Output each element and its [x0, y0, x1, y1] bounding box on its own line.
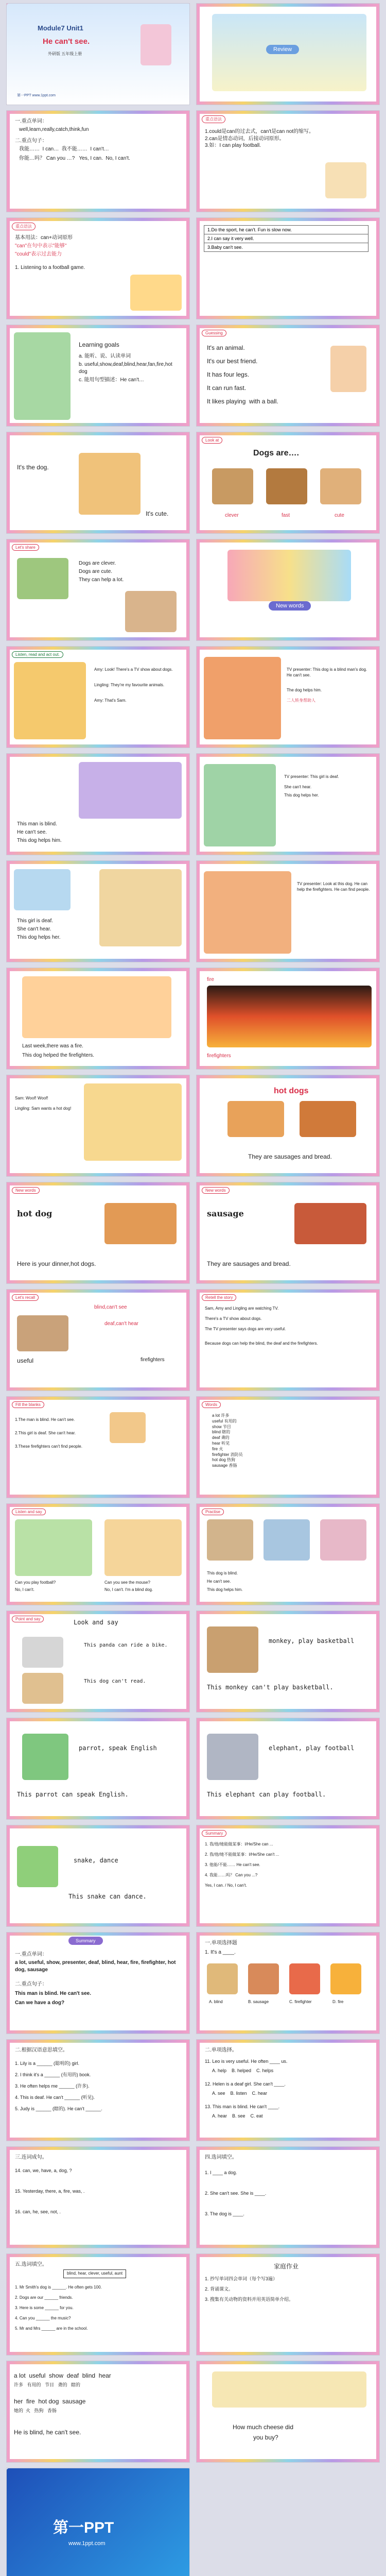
slide-5[interactable] [6, 217, 190, 319]
sentence-2: She can't hear. [284, 785, 312, 789]
slide-41[interactable] [6, 2146, 190, 2248]
slide-23[interactable] [6, 1182, 190, 1284]
options-11[interactable]: A. help B. helped C. helps [212, 2068, 274, 2073]
sentence: This monkey can't play basketball. [207, 1684, 334, 1691]
slide-31[interactable] [6, 1611, 190, 1713]
sausage-image [227, 1101, 284, 1137]
girl-image [14, 869, 71, 910]
slide-tag: 重点语法 [12, 223, 36, 230]
slide-36[interactable] [196, 1825, 380, 1927]
dialogue-1: Amy: Look! There's a TV show about dogs. [94, 667, 173, 672]
question-15: 15. Yesterday, there, a, fire, was, . [15, 2189, 85, 2194]
slide-19[interactable] [6, 968, 190, 1070]
kids-image [325, 162, 366, 198]
presenter-line: TV presenter: This dog is a blind man's dog. He can't see. [287, 667, 369, 677]
slide-border [197, 1290, 379, 1391]
options-12[interactable]: A. see B. listen C. hear [212, 2091, 268, 2096]
practise-1: This dog is blind. [207, 1571, 238, 1575]
question-3: 3. The dog is ____. [205, 2211, 244, 2216]
question-line-1: How much cheese did [233, 2424, 294, 2431]
prompt: elephant, play football [269, 1744, 355, 1752]
usage-note-2: "could"表示过去能力 [15, 251, 62, 257]
option-image-d [330, 1963, 361, 1994]
football-image [15, 1519, 92, 1576]
new-words-badge: New words [269, 601, 311, 611]
word-cute: cute [335, 513, 344, 518]
key-sentence-2: Can we have a dog? [15, 2000, 65, 2006]
retell-4: Because dogs can help the blind, the deaf and the firefighters. [205, 1341, 318, 1346]
slide-tag: Let's recall [12, 1294, 39, 1301]
presenter-line: TV presenter: This girl is deaf. [284, 774, 339, 779]
firefighters-image [204, 871, 291, 954]
practise-image-2 [264, 1519, 310, 1561]
dogs-heading: Dogs are…. [253, 449, 299, 457]
slide-44[interactable] [196, 2253, 380, 2355]
slide-24[interactable] [196, 1182, 380, 1284]
question-5: 5. Mr and Mrs ______ are in the school. [15, 2326, 88, 2331]
dog-image [79, 453, 141, 515]
question-1: 1. Mr Smith's dog is ______. He often gets 100. [15, 2285, 102, 2290]
slide-4[interactable] [196, 110, 380, 212]
clue-1: It's an animal. [207, 344, 245, 351]
exercise-heading: 二.单项选择。 [205, 2047, 237, 2053]
kite-image [141, 24, 171, 65]
dialogue-2: Lingling: They're my favourite animals. [94, 683, 165, 687]
option-b[interactable]: B. sausage [248, 1999, 269, 2004]
example-sentence: They are sausages and bread. [207, 1260, 291, 1267]
question-14: 14. can, we, have, a, dog, ? [15, 2168, 72, 2173]
retell-3: The TV presenter says dogs are very useful. [205, 1327, 286, 1331]
dog-helper-image [99, 869, 182, 946]
question-3: 3. He often helps me ______ (许多). [15, 2083, 90, 2089]
monkey-image [207, 1626, 258, 1673]
slide-37[interactable] [6, 1932, 190, 2034]
rainbow-image [227, 550, 351, 601]
say-3: Can you see the mouse? [104, 1580, 150, 1585]
slide-40[interactable] [196, 2039, 380, 2141]
clue-4: It can run fast. [207, 384, 247, 392]
slide-13[interactable] [6, 646, 190, 748]
practise-image-1 [207, 1519, 253, 1561]
slide-46[interactable] [196, 2361, 380, 2463]
vocab-list: well,learn,really,catch,think,fun [19, 127, 89, 132]
slide-tag: Retell the story [202, 1294, 236, 1301]
question-11: 11. Leo is very useful. He often ____ us. [205, 2059, 288, 2064]
dog-sentence: This dog can't read. [84, 1679, 146, 1684]
fill-1: 1.The man is blind. He can't see. [15, 1417, 75, 1422]
share-1: Dogs are clever. [79, 561, 116, 566]
look-and-say: Look and say [74, 1619, 118, 1626]
slide-27[interactable] [6, 1396, 190, 1498]
slide-45[interactable] [6, 2361, 190, 2463]
say-2: No, I can't. [15, 1587, 34, 1592]
key-sentence-1: This man is blind. He can't see. [15, 1991, 91, 1996]
blind-man-image [204, 657, 281, 739]
sausage-image [294, 1203, 366, 1244]
slide-8[interactable] [196, 325, 380, 427]
sentence-1: This man is blind. [17, 821, 57, 827]
hot-dog-sentence: They are sausages and bread. [248, 1153, 332, 1160]
say-4: No, I can't. I'm a blind dog. [104, 1587, 153, 1592]
homework-heading: 家庭作业 [274, 2263, 299, 2270]
sentence-2: He can't see. [17, 829, 47, 835]
option-image-b [248, 1963, 279, 1994]
sentence-1: 我能…… I can… 我不能…… I can't… [19, 146, 109, 152]
goal-b: b. useful,show,deaf,blind,hear,fan,fire,hot dog [79, 362, 174, 375]
sentence-heading: 二.重点句子： [15, 1981, 47, 1987]
option-c[interactable]: C. firefighter [289, 1999, 312, 2004]
sentence-2: This dog helped the firefighters. [22, 1053, 95, 1058]
tree-image [14, 332, 71, 420]
exercise-heading: 四.选词填空。 [205, 2155, 237, 2160]
dog-image [17, 1315, 68, 1351]
summary-5: Yes, I can. / No, I can't. [205, 1883, 247, 1888]
sentence-2: 你能…吗？ Can you …? Yes, I can. No, I can't. [19, 156, 130, 161]
slide-tag: Practise [202, 1509, 224, 1515]
panda-sentence: This panda can ride a bike. [84, 1642, 168, 1648]
cheese-image [212, 2371, 366, 2408]
brand-badge: 第一PPT www.1ppt.com [17, 94, 56, 97]
slide-42[interactable] [196, 2146, 380, 2248]
slide-2[interactable] [196, 3, 380, 105]
exercise-heading: 三.连词成句。 [15, 2155, 47, 2160]
usage-line: 基本用法：can+动词原形 [15, 235, 73, 241]
recall-firefighters: firefighters [141, 1357, 165, 1363]
slide-tag: Guessing [202, 330, 226, 336]
sentence: This elephant can play football. [207, 1791, 326, 1798]
goals-heading: Learning goals [79, 341, 119, 348]
slide-border [7, 2040, 189, 2141]
brand-logo: 第一PPT [53, 2519, 114, 2536]
mouse-image [104, 1519, 182, 1576]
option-d[interactable]: D. fire [332, 1999, 344, 2004]
clue-2: It's our best friend. [207, 358, 258, 365]
practise-image-3 [320, 1519, 366, 1561]
slide-border [7, 2147, 189, 2248]
girl-image [330, 346, 366, 392]
review-badge: Review [266, 45, 299, 54]
slide-9[interactable] [6, 432, 190, 534]
goal-c: c. 能用句型描述：He can't… [79, 377, 144, 383]
sentence: This snake can dance. [68, 1893, 147, 1900]
retell-2: There's a TV show about dogs. [205, 1316, 262, 1321]
help-line: The dog helps him. [287, 688, 322, 692]
sun-image [130, 275, 182, 311]
question-line-2: you buy? [253, 2434, 278, 2441]
prompt: snake, dance [74, 1857, 118, 1864]
slide-30[interactable] [196, 1503, 380, 1605]
word-sausage: sausage [207, 1209, 244, 1218]
question-2: 2. I think it's a ______ (有用的) book. [15, 2072, 91, 2077]
table-row-2: 2.I can say it very well. [204, 234, 369, 243]
words-row-1: a lot useful show deaf blind hear [14, 2372, 111, 2379]
slide-10[interactable] [196, 432, 380, 534]
question-16: 16. can, he, see, not, . [15, 2209, 61, 2214]
question-5: 5. Judy is ______ (瞎的). He can't ______. [15, 2106, 102, 2111]
summary-2: 2. 我/他/她不能做某事：I/He/She can't ... [205, 1852, 279, 1857]
homework-1: 1. 抄写单词四会单词（每个写3遍） [205, 2276, 278, 2281]
slide-38[interactable] [196, 1932, 380, 2034]
slide-43[interactable] [6, 2253, 190, 2355]
slide-15[interactable] [6, 753, 190, 855]
slide-tag: Summary [202, 1830, 226, 1837]
usage-note-1: "can"在句中表示"能够" [15, 243, 67, 249]
slide-tag: New words [12, 1187, 40, 1194]
word-fire: fire [207, 977, 214, 982]
cute-line: It's cute. [146, 510, 169, 517]
answer-line: It's the dog. [17, 464, 49, 471]
note-line: 二人转身帮助人 [287, 698, 315, 703]
word-hot-dog: hot dog [17, 1209, 52, 1218]
meaning-row-1: 许多 有用的 节目 聋的 瞎的 [14, 2382, 81, 2387]
slide-border [197, 2147, 379, 2248]
example-sentence: Here is your dinner,hot dogs. [17, 1260, 96, 1267]
slide-22[interactable] [196, 1075, 380, 1177]
word-firefighters: firefighters [207, 1053, 231, 1059]
dog-photo-3 [320, 468, 361, 504]
clue-3: It has four legs. [207, 371, 250, 378]
summary-3: 3. 他能/不能…… He can't see. [205, 1862, 260, 1867]
word-list: a lot 许多 useful 有用的 show 节目 blind 瞎的 deaf 聋的 hear 听见 fire 火 firefighter 消防员 hot dog 热狗 sausage 香肠 [212, 1413, 243, 1468]
sentence-1: This girl is deaf. [17, 918, 54, 924]
dialogue-1: Sam: Woof! Woof! [15, 1096, 48, 1100]
fire-photo [207, 986, 372, 1047]
slide-12[interactable] [196, 539, 380, 641]
say-1: Can you play football? [15, 1580, 56, 1585]
snake-image [17, 1846, 58, 1887]
words-row-2: her fire hot dog sausage [14, 2398, 86, 2405]
slide-tag: 重点语法 [202, 115, 225, 123]
slide-28[interactable] [196, 1396, 380, 1498]
table-row-1: 1.Do the sport, he can't. Fun is slow now. [204, 226, 369, 234]
slide-25[interactable] [6, 1289, 190, 1391]
example-line: 1. Listening to a football game. [15, 265, 85, 270]
option-a[interactable]: A. blind [209, 1999, 223, 2004]
slide-26[interactable] [196, 1289, 380, 1391]
slide-33[interactable] [6, 1718, 190, 1820]
slide-18[interactable] [196, 860, 380, 962]
exercise-heading: 一.单项选择题 [205, 1940, 237, 1946]
slide-39[interactable] [6, 2039, 190, 2141]
question-13: 13. This man is blind. He can't ____. [205, 2104, 280, 2109]
options-13[interactable]: A. hear B. see C. eat [212, 2113, 263, 2119]
table-row-3: 3.Baby can't see. [204, 243, 369, 252]
module-label: Module7 Unit1 [38, 24, 83, 32]
question-3: 3. Here is some ______ for you. [15, 2306, 74, 2310]
hot-dog-image [104, 1203, 177, 1244]
vocab-heading: 一.重点单词： [15, 1952, 47, 1957]
exercise-heading: 二.根据汉语意思填空。 [15, 2047, 68, 2053]
summary-badge: Summary [68, 1937, 103, 1945]
sentence: This parrot can speak English. [17, 1791, 129, 1798]
fire-scene-image [22, 976, 171, 1038]
hot-dogs-title: hot dogs [274, 1087, 309, 1095]
slide-6[interactable] [196, 217, 380, 319]
exercise-heading: 五.选词填空。 [15, 2262, 47, 2267]
word-clever: clever [225, 513, 239, 518]
meaning-row-2: 她的 火 热狗 香肠 [14, 2408, 57, 2413]
summary-4: 4. 我能……吗？ Can you ...? [205, 1873, 258, 1877]
question-2: 2. Dogs are our ______ friends. [15, 2295, 73, 2300]
kids-table-image [84, 1083, 182, 1161]
slide-16[interactable] [196, 753, 380, 855]
elephant-image [207, 1734, 258, 1780]
slide-11[interactable] [6, 539, 190, 641]
sentence-3: This dog helps her. [284, 793, 319, 798]
sentence-2: She can't hear. [17, 926, 51, 932]
slide-tag: New words [202, 1187, 230, 1194]
slide-tag: Fill the blanks [12, 1401, 44, 1408]
recall-useful: useful [17, 1357, 34, 1364]
blind-man-scene [79, 762, 182, 819]
sentence-1: Last week,there was a fire. [22, 1043, 83, 1049]
practise-3: This dog helps him. [207, 1587, 243, 1592]
vocab-list: a lot, useful, show, presenter, deaf, blind, hear, fire, firefighter, hot dog, sausage [15, 1960, 178, 1973]
word-fast: fast [282, 513, 290, 518]
dog-photo-2 [125, 591, 177, 632]
question-4: 4. This is deaf. He can't ______ (听见). [15, 2095, 95, 2100]
prompt: parrot, speak English [79, 1744, 157, 1752]
tv-scene-image [14, 662, 86, 739]
deaf-girl-image [204, 764, 276, 846]
final-sentence: He is blind, he can't see. [14, 2429, 81, 2436]
slide-tag: Point and say [12, 1616, 44, 1622]
slide-tag: Words [202, 1401, 221, 1408]
slide-1[interactable] [6, 3, 190, 105]
publisher-label: 外研版 五年级上册 [48, 52, 82, 56]
lesson-title: He can't see. [43, 37, 90, 46]
practise-2: He can't see. [207, 1579, 231, 1584]
helper-image [110, 1412, 146, 1443]
homework-3: 3. 搜集有关动物的资料并用英语简单介绍。 [205, 2297, 294, 2302]
recall-blind: blind,can't see [94, 1304, 127, 1310]
goal-a: a. 能听、说、认读单词 [79, 353, 131, 359]
question-12: 12. Helen is a deaf girl. She can't ____. [205, 2081, 286, 2087]
dog-photo-1 [212, 468, 253, 504]
fill-3: 3.These firefighters can't find people. [15, 1444, 82, 1449]
slide-tag: Look at [202, 437, 222, 444]
question-1: 1. I ____ a dog. [205, 2170, 237, 2175]
slide-32[interactable] [196, 1611, 380, 1713]
fill-2: 2.This girl is deaf. She can't hear. [15, 1431, 76, 1435]
slide-29[interactable] [6, 1503, 190, 1605]
sentence-3: This dog helps her. [17, 935, 61, 940]
homework-2: 2. 背诵课文。 [205, 2286, 234, 2292]
option-image-c [289, 1963, 320, 1994]
retell-1: Sam, Amy and Lingling are watching TV. [205, 1306, 279, 1311]
summary-1: 1. 我/他/她能做某事：I/He/She can ... [205, 1842, 273, 1846]
dialogue-2: Lingling: Sam wants a hot dog! [15, 1106, 72, 1111]
panda-image [22, 1637, 63, 1668]
question-1: 1. It's a ____. [205, 1950, 236, 1955]
dialogue-3: Amy: That's Sam. [94, 698, 127, 703]
presenter-line: TV presenter: Look at this dog. He can help the firefighters. He can find people. [297, 882, 370, 892]
slide-7[interactable] [6, 325, 190, 427]
question-2: 2. She can't see. She is ____. [205, 2191, 267, 2196]
clue-5: It likes playing with a ball. [207, 398, 278, 405]
prompt: monkey, play basketball [269, 1637, 355, 1645]
share-2: Dogs are cute. [79, 569, 113, 574]
recall-deaf: deaf,can't hear [104, 1321, 138, 1327]
dog-image [22, 1673, 63, 1704]
sentence-3: This dog helps him. [17, 838, 62, 843]
slide-14[interactable] [196, 646, 380, 748]
slide-tag: Listen, read and act out. [12, 651, 63, 658]
slide-20[interactable] [196, 968, 380, 1070]
option-image-a [207, 1963, 238, 1994]
phrase-heading: 二.重点句子： [15, 138, 47, 144]
slide-tag: Listen and say [12, 1509, 46, 1515]
slide-47[interactable] [6, 2468, 190, 2576]
dog-photo [17, 558, 68, 599]
slide-tag: Let's share [12, 544, 39, 551]
brand-url: www.1ppt.com [68, 2540, 106, 2547]
slide-35[interactable] [6, 1825, 190, 1927]
dog-photo-2 [266, 468, 307, 504]
slide-17[interactable] [6, 860, 190, 962]
hot-dog-image [300, 1101, 356, 1137]
question-4: 4. Can you ______ the music? [15, 2316, 71, 2320]
vocab-heading: 一.重点单词： [15, 118, 47, 124]
share-3: They can help a lot. [79, 577, 124, 583]
question-1: 1. Lily is a ______ (聪明的) girl. [15, 2061, 80, 2066]
slide-3[interactable] [6, 110, 190, 212]
word-box: blind, hear, clever, useful, aunt [63, 2269, 126, 2278]
parrot-image [22, 1734, 68, 1780]
grammar-lines: 1.could是can的过去式，can't是can not的缩写。 2.can是情态动词，后接动词原形。 3.如：I can play football. [205, 129, 314, 148]
sentence-table [204, 225, 369, 252]
slide-34[interactable] [196, 1718, 380, 1820]
slide-21[interactable] [6, 1075, 190, 1177]
